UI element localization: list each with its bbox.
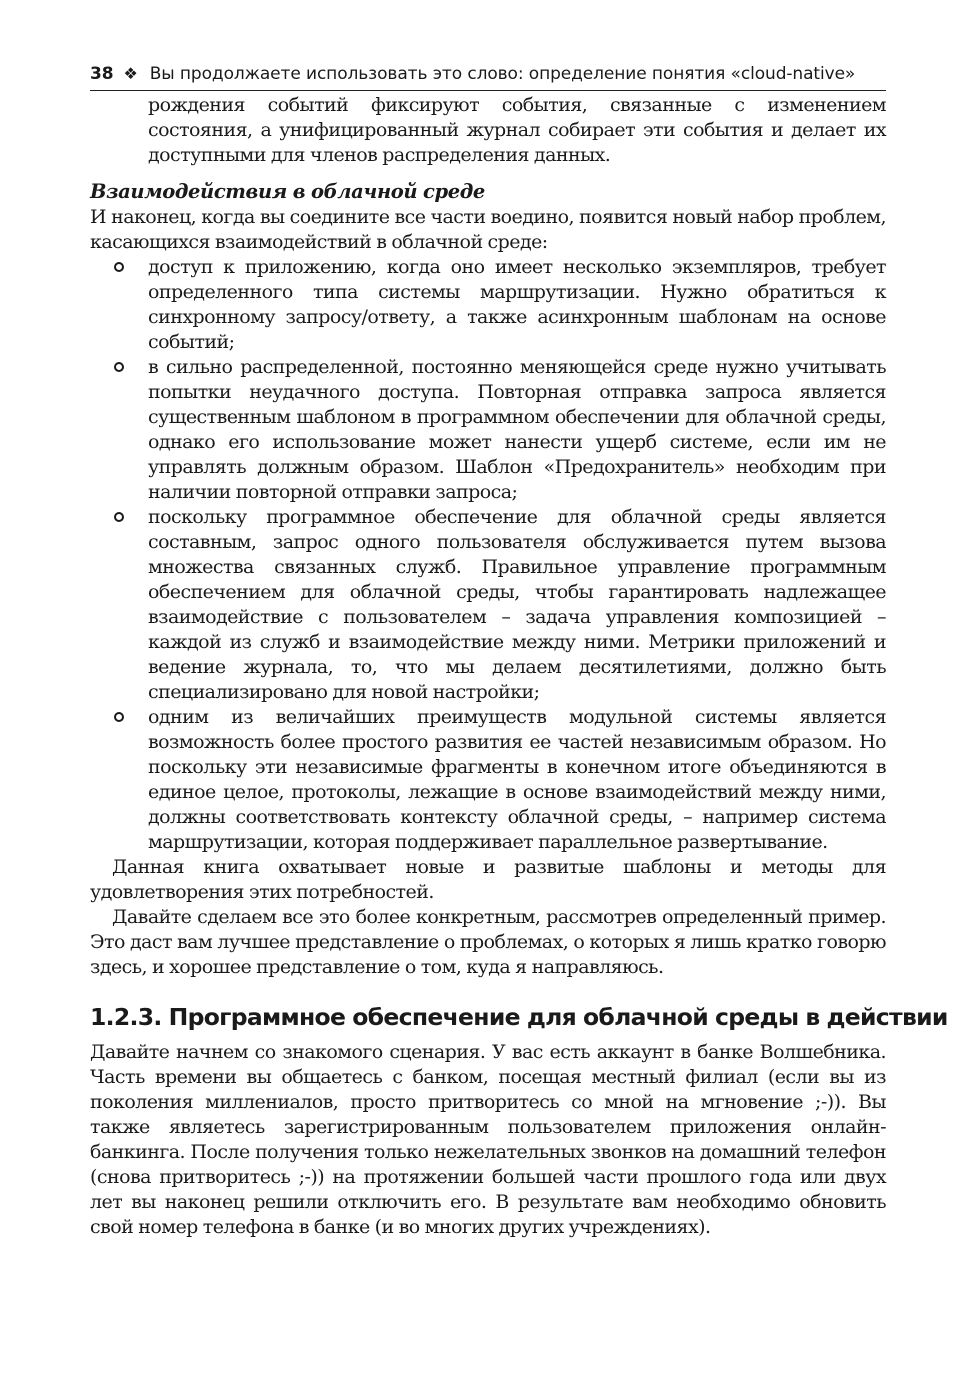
running-header xyxy=(90,62,886,91)
list-item-text: поскольку программное обеспечение для облачной среды является составным, запрос одного пользователя обслуживается путем вызова множества связанных служб. Правильное управление программным обеспечением для облачной среды, чтобы гарантировать надлежащее взаимодействие с пользователем – задача управления композицией – каждой из служб и взаимодействие между ними. Метрики приложений и ведение журнала, то, что мы делаем десятилетиями, должно быть специализировано для новой настройки; xyxy=(148,506,886,703)
list-item-text: одним из величайших преимуществ модульной системы является возможность более простого развития ее частей независимым образом. Но поскольку эти независимые фрагменты в конечном итоге объединяются в единое целое, протоколы, лежащие в основе взаимодействий между ними, должны соответствовать контексту облачной среды, – например система маршрутизации, которая поддерживает параллельное развертывание. xyxy=(148,706,886,853)
section-paragraph: Давайте начнем со знакомого сценария. У вас есть аккаунт в банке Волшебника. Часть времени вы общаетесь с банком, посещая местный филиал (если вы из поколения миллениалов, просто притворитесь со мной на мгновение ;-)). Вы также являетесь зарегистрированным пользователем приложения онлайн-банкинга. После получения только нежелательных звонков на домашний телефон (снова притворитесь ;-)) на протяжении большей части прошлого года или двух лет вы наконец решили отключить его. В результате вам необходимо обновить свой номер телефона в банке (и во многих других учреждениях). xyxy=(90,1041,886,1238)
diamond-separator-icon: ❖ xyxy=(123,64,138,83)
list-item xyxy=(90,355,886,505)
book-page xyxy=(90,62,948,1240)
subsection-intro: И наконец, когда вы соедините все части воедино, появится новый набор проблем, касающихся взаимодействий в облачной среде: xyxy=(90,206,886,253)
list-item-text: доступ к приложению, когда оно имеет несколько экземпляров, требует определенного типа системы маршрутизации. Нужно обратиться к синхронному запросу/ответу, а также асинхронным шаблонам на основе событий; xyxy=(148,256,886,353)
body-paragraph: Давайте сделаем все это более конкретным, рассмотрев определенный пример. Это даст вам лучшее представление о проблемах, о которых я лишь кратко говорю здесь, и хорошее представление о том, куда я направляюсь. xyxy=(90,906,886,978)
bullet-list xyxy=(90,255,886,855)
list-item-text: в сильно распределенной, постоянно меняющейся среде нужно учитывать попытки неудачного доступа. Повторная отправка запроса является существенным шаблоном в программном обеспечении для облачной среды, однако его использование может нанести ущерб системе, если им не управлять должным образом. Шаблон «Предохранитель» необходим при наличии повторной отправки запроса; xyxy=(148,356,886,503)
list-item xyxy=(90,255,886,355)
running-title: Вы продолжаете использовать это слово: определение понятия «cloud-native» xyxy=(149,64,856,84)
circle-bullet-icon xyxy=(114,262,124,272)
page-body xyxy=(90,93,948,1240)
circle-bullet-icon xyxy=(114,512,124,522)
circle-bullet-icon xyxy=(114,712,124,722)
circle-bullet-icon xyxy=(114,362,124,372)
section-heading: 1.2.3. Программное обеспечение для облачной среды в действии xyxy=(90,1003,948,1031)
body-paragraph: Данная книга охватывает новые и развитые шаблоны и методы для удовлетворения этих потребностей. xyxy=(90,856,886,903)
page-number: 38 xyxy=(90,64,114,84)
list-item xyxy=(90,505,886,705)
subsection-title: Взаимодействия в облачной среде xyxy=(90,180,485,203)
continuation-paragraph: рождения событий фиксируют события, связанные с изменением состояния, а унифицированный журнал собирает эти события и делает их доступными для членов распределения данных. xyxy=(148,94,886,166)
list-item xyxy=(90,705,886,855)
